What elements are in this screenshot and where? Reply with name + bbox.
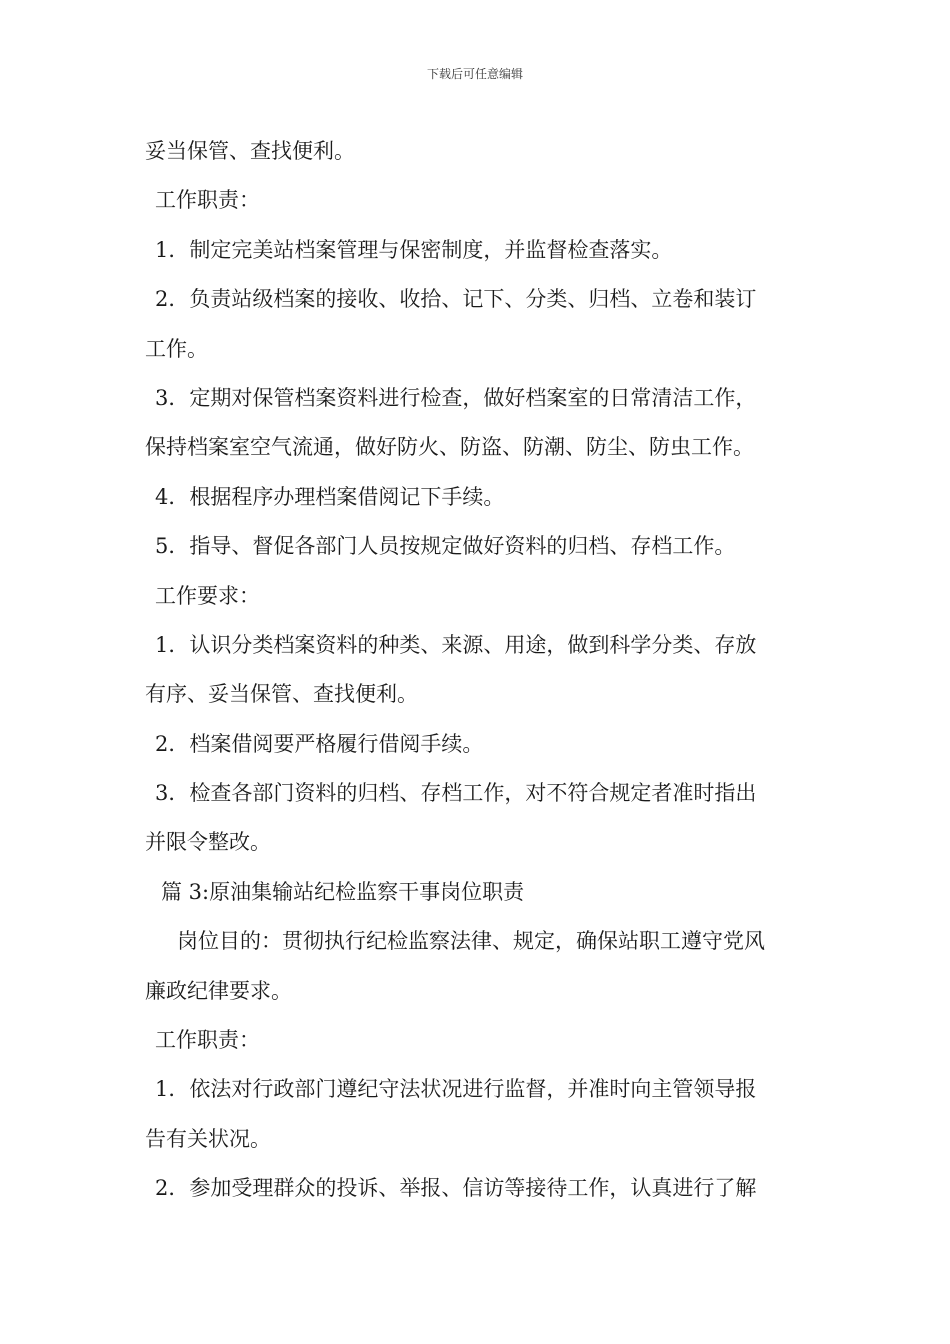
list-item: 1．依法对行政部门遵纪守法状况进行监督，并准时向主管领导报 (155, 1077, 757, 1102)
list-item: 5．指导、督促各部门人员按规定做好资料的归档、存档工作。 (155, 534, 736, 559)
list-item: 4．根据程序办理档案借阅记下手续。 (155, 484, 505, 509)
paragraph-line: 岗位目的：贯彻执行纪检监察法律、规定，确保站职工遵守党风 (177, 929, 765, 954)
text-line: 并限令整改。 (145, 830, 271, 855)
section-heading: 工作职责： (155, 188, 260, 213)
text-line: 有序、妥当保管、查找便利。 (145, 682, 418, 707)
list-item: 2．参加受理群众的投诉、举报、信访等接待工作，认真进行了解 (155, 1176, 757, 1201)
list-item: 3．定期对保管档案资料进行检查，做好档案室的日常清洁工作， (155, 385, 757, 410)
list-item: 2．档案借阅要严格履行借阅手续。 (155, 731, 484, 756)
text-line: 保持档案室空气流通，做好防火、防盗、防潮、防尘、防虫工作。 (145, 435, 754, 460)
list-item: 2．负责站级档案的接收、收拾、记下、分类、归档、立卷和装订 (155, 287, 757, 312)
list-item: 1．认识分类档案资料的种类、来源、用途，做到科学分类、存放 (155, 632, 757, 657)
text-line: 廉政纪律要求。 (145, 978, 292, 1003)
chapter-title: 篇 3:原油集输站纪检监察干事岗位职责 (161, 879, 525, 904)
list-item: 1．制定完美站档案管理与保密制度，并监督检查落实。 (155, 237, 673, 262)
section-heading: 工作要求： (155, 583, 260, 608)
page-header: 下载后可任意编辑 (426, 67, 523, 81)
text-line: 告有关状况。 (145, 1126, 271, 1151)
list-item: 3．检查各部门资料的归档、存档工作，对不符合规定者准时指出 (155, 781, 757, 806)
section-heading: 工作职责： (155, 1028, 260, 1053)
text-line: 工作。 (145, 336, 208, 361)
text-line: 妥当保管、查找便利。 (145, 139, 355, 163)
document-body (145, 127, 809, 1214)
